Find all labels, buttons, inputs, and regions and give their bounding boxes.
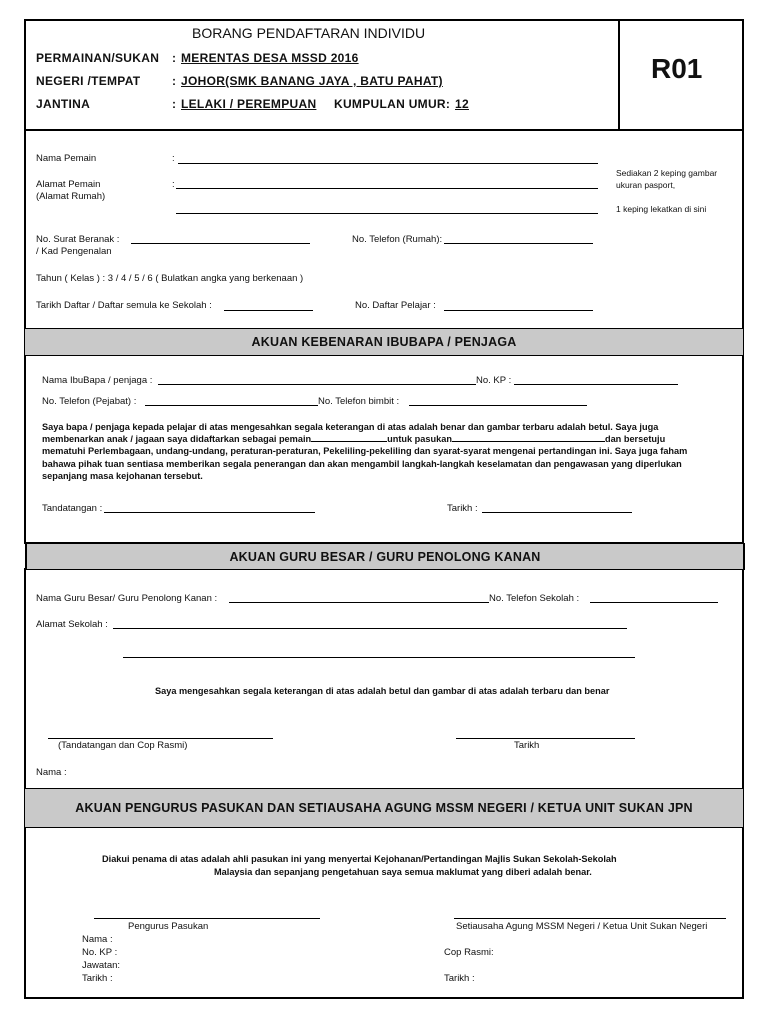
register-date-field[interactable]	[224, 310, 313, 311]
sport-colon: :	[172, 51, 177, 65]
parent-signature-label: Tandatangan :	[42, 503, 103, 514]
birth-cert-field[interactable]	[131, 243, 310, 244]
headmaster-declaration: Saya mengesahkan segala keterangan di atas adalah betul dan gambar di atas adalah terbaru dan benar	[155, 686, 610, 696]
manager-name-label: Nama :	[82, 934, 113, 945]
team-manager-signature-field[interactable]	[94, 918, 320, 919]
manager-date-label: Tarikh :	[82, 973, 113, 984]
lower-section-frame	[24, 568, 744, 999]
age-group-value: 12	[455, 97, 469, 111]
parent-signature-field[interactable]	[104, 512, 315, 513]
headmaster-section-bar: AKUAN GURU BESAR / GURU PENOLONG KANAN	[25, 543, 745, 570]
gender-label: JANTINA	[36, 97, 91, 111]
mobile-label: No. Telefon bimbit :	[318, 396, 400, 407]
photo-note-3: 1 keping lekatkan di sini	[616, 204, 707, 214]
school-phone-label: No. Telefon Sekolah :	[489, 593, 580, 604]
school-address-label: Alamat Sekolah :	[36, 619, 108, 630]
gender-colon: :	[172, 97, 177, 111]
sport-value: MERENTAS DESA MSSD 2016	[181, 51, 359, 65]
state-colon: :	[172, 74, 177, 88]
secretary-signature-field[interactable]	[454, 918, 726, 919]
manager-position-label: Jawatan:	[82, 960, 121, 971]
parent-declaration-line-3: mematuhi Perlembagaan, undang-undang, peraturan-peraturan, Pekeliling-pekeliling dan syarat-syarat mengenai pertandingan ini. Saya juga faham	[42, 446, 688, 457]
photo-note-1: Sediakan 2 keping gambar	[616, 168, 718, 178]
player-name-label: Nama Pemain	[36, 153, 97, 164]
team-manager-label: Pengurus Pasukan	[128, 921, 209, 932]
form-code: R01	[651, 53, 703, 84]
player-address-label: Alamat Pemain	[36, 179, 101, 190]
player-name-field[interactable]	[178, 163, 598, 164]
age-group-label: KUMPULAN UMUR:	[334, 97, 451, 111]
form-title: BORANG PENDAFTARAN INDIVIDU	[192, 25, 426, 41]
secretary-stamp-label: Cop Rasmi:	[444, 947, 494, 958]
parent-ic-field[interactable]	[514, 384, 678, 385]
headmaster-name-label: Nama Guru Besar/ Guru Penolong Kanan :	[36, 593, 218, 604]
parent-date-label: Tarikh :	[447, 503, 478, 514]
player-address-colon: :	[172, 179, 175, 190]
register-date-label: Tarikh Daftar / Daftar semula ke Sekolah :	[36, 300, 212, 311]
photo-note-2: ukuran pasport,	[616, 180, 676, 190]
parent-declaration-line-4: bahawa pihak tuan sentiasa memberikan segala penerangan dan akan mengambil langkah-langkah keselamatan dan pengawasan yang diperlukan	[42, 458, 682, 469]
school-phone-field[interactable]	[590, 602, 718, 603]
secretary-date-label: Tarikh :	[444, 973, 475, 984]
phone-home-label: No. Telefon (Rumah):	[352, 234, 443, 245]
manager-ic-label: No. KP :	[82, 947, 118, 958]
office-phone-label: No. Telefon (Pejabat) :	[42, 396, 137, 407]
parent-section-bar: AKUAN KEBENARAN IBUBAPA / PENJAGA	[25, 328, 743, 356]
manager-section-bar: AKUAN PENGURUS PASUKAN DAN SETIAUSAHA AGUNG MSSM NEGERI / KETUA UNIT SUKAN JPN	[25, 788, 743, 828]
sport-label: PERMAINAN/SUKAN	[36, 51, 160, 65]
player-address-field-2[interactable]	[176, 213, 598, 214]
parent-declaration-line-5: sepanjang masa kejohanan tersebut.	[42, 470, 203, 481]
birth-cert-label: No. Surat Beranak :	[36, 234, 120, 245]
manager-declaration-line-1: Diakui penama di atas adalah ahli pasukan ini yang menyertai Kejohanan/Pertandingan Majlis Sukan Sekolah-Sekolah	[102, 854, 617, 864]
parent-ic-label: No. KP :	[476, 375, 512, 386]
phone-home-field[interactable]	[444, 243, 593, 244]
student-no-field[interactable]	[444, 310, 593, 311]
signature-stamp-label: (Tandatangan dan Cop Rasmi)	[58, 740, 188, 751]
parent-declaration-line-1: Saya bapa / penjaga kepada pelajar di atas mengesahkan segala keterangan di atas adalah benar dan gambar terbaru adalah betul. Saya juga	[42, 422, 659, 432]
parent-name-label: Nama IbuBapa / penjaga :	[42, 375, 153, 386]
state-value: JOHOR(SMK BANANG JAYA , BATU PAHAT)	[181, 74, 443, 88]
student-no-label: No. Daftar Pelajar :	[355, 300, 436, 311]
school-address-field-2[interactable]	[123, 657, 635, 658]
headmaster-name-field[interactable]	[229, 602, 489, 603]
school-address-field-1[interactable]	[113, 628, 627, 629]
gender-value: LELAKI / PEREMPUAN	[181, 97, 317, 111]
year-label: Tahun ( Kelas ) : 3 / 4 / 5 / 6 ( Bulatkan angka yang berkenaan )	[36, 273, 304, 284]
parent-date-field[interactable]	[482, 512, 632, 513]
player-position-field[interactable]	[311, 433, 387, 442]
header-divider	[618, 19, 620, 131]
team-field[interactable]	[452, 433, 605, 442]
parent-declaration	[42, 421, 732, 482]
headmaster-name-field-label: Nama :	[36, 767, 67, 778]
office-phone-field[interactable]	[145, 405, 318, 406]
player-address-field-1[interactable]	[176, 188, 598, 189]
manager-declaration-line-2: Malaysia dan sepanjang pengetahuan saya semua maklumat yang diberi adalah benar.	[214, 867, 592, 877]
secretary-label: Setiausaha Agung MSSM Negeri / Ketua Unit Sukan Negeri	[456, 921, 708, 932]
player-name-colon: :	[172, 153, 175, 164]
headmaster-date-label: Tarikh	[514, 740, 540, 751]
mobile-field[interactable]	[409, 405, 587, 406]
state-label: NEGERI /TEMPAT	[36, 74, 141, 88]
parent-name-field[interactable]	[158, 384, 476, 385]
headmaster-date-field[interactable]	[456, 738, 635, 739]
player-address-sub: (Alamat Rumah)	[36, 191, 106, 202]
headmaster-signature-field[interactable]	[48, 738, 273, 739]
parent-declaration-line-2: membenarkan anak / jagaan saya didaftarkan sebagai pemain untuk pasukan dan bersetuju	[42, 434, 666, 445]
ic-label: / Kad Pengenalan	[36, 246, 112, 257]
